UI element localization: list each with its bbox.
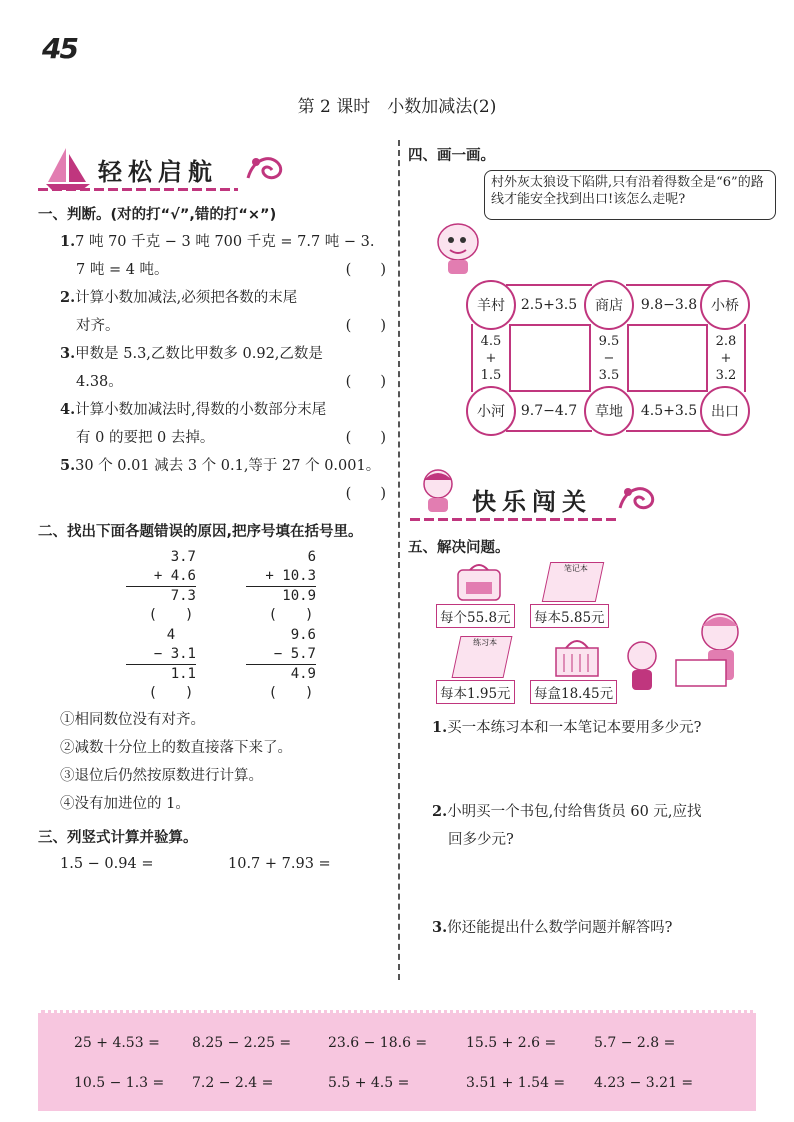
oral-1: 25 + 4.53 = (74, 1035, 160, 1051)
edge-bottom-left[interactable]: 9.7−4.7 (506, 390, 592, 432)
lesson-title: 第 2 课时 小数加减法(2) (297, 97, 497, 117)
price-exercise-book: 每本1.95元 (436, 680, 515, 704)
oral-7: 7.2 − 2.4 = (192, 1075, 274, 1091)
node-river[interactable]: 小河 (466, 386, 516, 436)
oral-5: 5.7 − 2.8 = (594, 1035, 676, 1051)
edge-top-left[interactable]: 2.5+3.5 (506, 284, 592, 326)
calc-2: 6 + 10.3 10.9 ( ) (246, 548, 316, 625)
option-2: ②减数十分位上的数直接落下来了。 (60, 740, 292, 756)
oral-9: 3.51 + 1.54 = (466, 1075, 566, 1091)
sheep-icon (432, 214, 484, 276)
judge-item-4: 4.计算小数加减法时,得数的小数部分末尾 有 0 的要把 0 去掉。 ( ) (60, 396, 386, 452)
price-schoolbag: 每个55.8元 (436, 604, 515, 628)
judge-item-3: 3.甲数是 5.3,乙数比甲数多 0.92,乙数是 4.38。 ( ) (60, 340, 386, 396)
section1-title: 一、判断。(对的打“√”,错的打“×”) (38, 207, 277, 223)
flourish-icon (616, 478, 660, 518)
section5-title: 五、解决问题。 (408, 540, 510, 556)
price-notebook: 每本5.85元 (530, 604, 609, 628)
flourish-icon (244, 148, 288, 188)
edge-top-right[interactable]: 9.8−3.8 (626, 284, 712, 326)
question-3: 3.你还能提出什么数学问题并解答吗? (432, 919, 673, 936)
option-4: ④没有加进位的 1。 (60, 796, 190, 812)
banner-title: 轻松启航 (98, 158, 218, 186)
section3-title: 三、列竖式计算并验算。 (38, 830, 198, 846)
banner-title: 快乐闯关 (472, 488, 592, 516)
answer-paren[interactable]: ( ) (345, 430, 386, 446)
oral-4: 15.5 + 2.6 = (466, 1035, 557, 1051)
judge-item-2: 2.计算小数加减法,必须把各数的末尾 对齐。 ( ) (60, 284, 386, 340)
section4-title: 四、画一画。 (408, 148, 495, 164)
schoolbag-icon (452, 562, 506, 602)
node-sheep-village[interactable]: 羊村 (466, 280, 516, 330)
reason-options (60, 706, 292, 818)
option-1: ①相同数位没有对齐。 (60, 712, 205, 728)
column-divider (398, 140, 400, 980)
route-map (466, 280, 748, 434)
oral-6: 10.5 − 1.3 = (74, 1075, 165, 1091)
calc-1: 3.7 + 4.6 7.3 ( ) (126, 548, 196, 625)
question-2: 2.小明买一个书包,付给售货员 60 元,应找 回多少元? (432, 803, 702, 848)
banner-underline (410, 518, 620, 521)
answer-paren[interactable]: ( ) (268, 685, 314, 701)
exercise-book-picture: 练习本 (452, 636, 513, 678)
edge-bottom-right[interactable]: 4.5+3.5 (626, 390, 712, 432)
judge-list (60, 228, 386, 508)
answer-paren[interactable]: ( ) (148, 685, 194, 701)
node-shop[interactable]: 商店 (584, 280, 634, 330)
edge-left[interactable]: 4.5 + 1.5 (471, 324, 511, 392)
answer-paren[interactable]: ( ) (345, 262, 386, 278)
pen-box-icon (552, 634, 602, 678)
banner-underline (38, 188, 238, 191)
option-3: ③退位后仍然按原数进行计算。 (60, 768, 263, 784)
edge-middle[interactable]: 9.5 − 3.5 (589, 324, 629, 392)
answer-paren[interactable]: ( ) (345, 374, 386, 390)
answer-paren[interactable]: ( ) (268, 607, 314, 623)
oral-3: 23.6 − 18.6 = (328, 1035, 428, 1051)
price-pen-box: 每盒18.45元 (530, 680, 617, 704)
shop-scene-icon (624, 606, 754, 696)
oral-calc-box (38, 1010, 756, 1111)
answer-paren[interactable]: ( ) (345, 318, 386, 334)
notebook-picture: 笔记本 (542, 562, 605, 602)
expr-2: 10.7 + 7.93 = (228, 856, 331, 872)
judge-item-1: 1.7 吨 70 千克 − 3 吨 700 千克 = 7.7 吨 − 3. 7 吨 = 4 吨。 ( ) (60, 228, 386, 284)
judge-item-5: 5.30 个 0.01 减去 3 个 0.1,等于 27 个 0.001。 ( ) (60, 452, 386, 508)
node-grassland[interactable]: 草地 (584, 386, 634, 436)
speech-bubble: 村外灰太狼设下陷阱,只有沿着得数全是“6”的路线才能安全找到出口!该怎么走呢? (484, 170, 776, 220)
oral-10: 4.23 − 3.21 = (594, 1075, 694, 1091)
calc-3: 4 − 3.1 1.1 ( ) (126, 626, 196, 703)
oral-8: 5.5 + 4.5 = (328, 1075, 410, 1091)
question-1: 1.买一本练习本和一本笔记本要用多少元? (432, 719, 702, 736)
sailboat-icon (38, 142, 98, 192)
answer-paren[interactable]: ( ) (345, 486, 386, 502)
page-number: 45 (42, 32, 77, 65)
calc-4: 9.6 − 5.7 4.9 ( ) (246, 626, 316, 703)
expr-1: 1.5 − 0.94 = (60, 856, 154, 872)
edge-right[interactable]: 2.8 + 3.2 (706, 324, 746, 392)
node-exit[interactable]: 出口 (700, 386, 750, 436)
girl-icon (410, 466, 468, 516)
oral-2: 8.25 − 2.25 = (192, 1035, 292, 1051)
section2-title: 二、找出下面各题错误的原因,把序号填在括号里。 (38, 524, 363, 540)
node-bridge[interactable]: 小桥 (700, 280, 750, 330)
answer-paren[interactable]: ( ) (148, 607, 194, 623)
